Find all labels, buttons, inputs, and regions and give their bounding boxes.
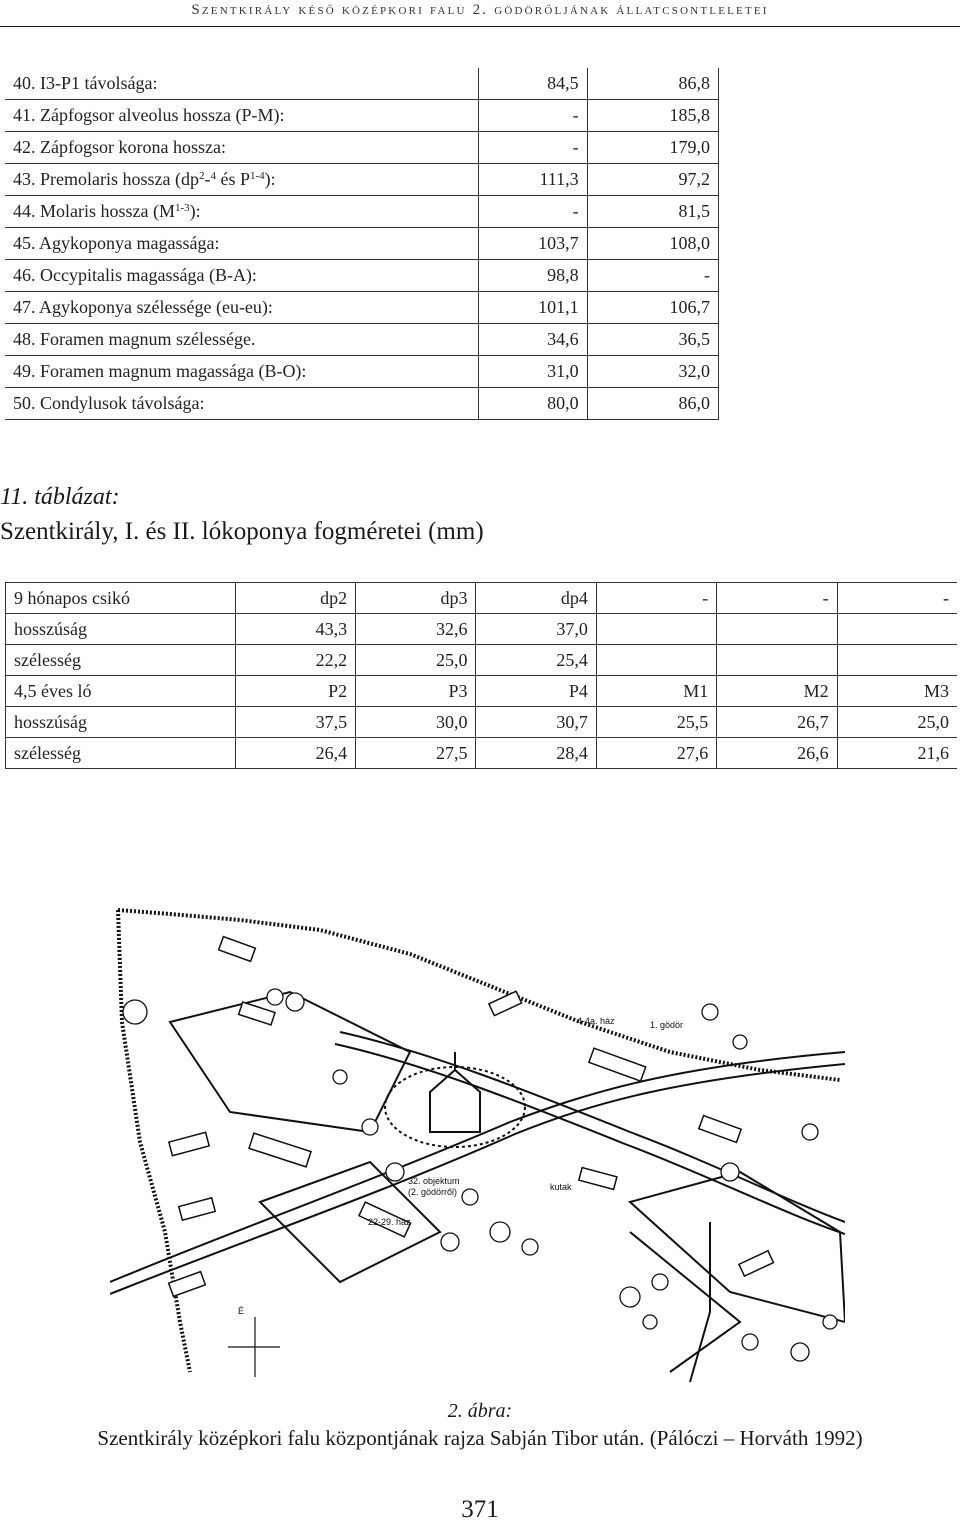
value-2: 86,8	[587, 68, 718, 100]
table-row	[6, 583, 958, 614]
table-cell: M1	[596, 676, 716, 707]
row-label: 41. Zápfogsor alveolus hossza (P-M):	[5, 100, 479, 132]
table-cell: 28,4	[476, 738, 596, 769]
table-cell: 21,6	[837, 738, 957, 769]
table-cell: 26,7	[717, 707, 837, 738]
row-label: 50. Condylusok távolsága:	[5, 388, 479, 420]
row-label: 47. Agykoponya szélessége (eu-eu):	[5, 292, 479, 324]
value-2: 97,2	[587, 164, 718, 196]
row-label: 42. Zápfogsor korona hossza:	[5, 132, 479, 164]
value-2: 36,5	[587, 324, 718, 356]
row-label	[5, 164, 479, 196]
table-row	[5, 260, 719, 292]
row-label: 9 hónapos csikó	[6, 583, 236, 614]
label-house-22: 22-29. ház	[368, 1217, 411, 1227]
table-number: 11. táblázat:	[0, 484, 120, 510]
label-object-32-sub: (2. gödörről)	[408, 1187, 458, 1197]
label-house-4: 4-4a. ház	[577, 1016, 615, 1026]
superscript: 2	[198, 170, 205, 182]
value-1: 101,1	[479, 292, 587, 324]
row-label	[5, 196, 479, 228]
row-label: 45. Agykoponya magassága:	[5, 228, 479, 260]
label-part: és P	[215, 169, 250, 189]
value-1: 98,8	[479, 260, 587, 292]
table-cell: M2	[717, 676, 837, 707]
table-cell: dp4	[476, 583, 596, 614]
label-well: kutak	[550, 1182, 572, 1192]
table-cell: dp3	[356, 583, 476, 614]
value-2: 81,5	[587, 196, 718, 228]
label-part: ):	[264, 169, 276, 189]
row-label: 40. I3-P1 távolsága:	[5, 68, 479, 100]
table-cell: M3	[837, 676, 957, 707]
table-row	[6, 645, 958, 676]
value-1: 84,5	[479, 68, 587, 100]
measurement-table	[5, 68, 719, 420]
table-cell	[717, 614, 837, 645]
table-cell	[717, 645, 837, 676]
value-1: -	[479, 132, 587, 164]
row-label: 4,5 éves ló	[6, 676, 236, 707]
table-cell: 32,6	[356, 614, 476, 645]
table-row	[5, 356, 719, 388]
label-north: É	[238, 1306, 245, 1316]
map-trees	[123, 989, 837, 1361]
table-row	[5, 388, 719, 420]
figure-number: 2. ábra:	[447, 1400, 513, 1422]
row-label: 49. Foramen magnum magassága (B-O):	[5, 356, 479, 388]
row-label: 48. Foramen magnum szélessége.	[5, 324, 479, 356]
page-number: 371	[461, 1496, 499, 1523]
table-cell	[837, 614, 957, 645]
table-cell: 25,0	[837, 707, 957, 738]
table-cell: P3	[356, 676, 476, 707]
label-part: ):	[189, 201, 201, 221]
table-row	[5, 324, 719, 356]
value-1: 103,7	[479, 228, 587, 260]
table-cell: 25,4	[476, 645, 596, 676]
header-rule	[0, 26, 960, 27]
value-2: 106,7	[587, 292, 718, 324]
table-cell: 30,0	[356, 707, 476, 738]
value-2: -	[587, 260, 718, 292]
value-1: -	[479, 196, 587, 228]
label-part: -	[204, 169, 211, 189]
north-arrow	[228, 1317, 280, 1377]
table-row	[6, 614, 958, 645]
table-cell: 25,0	[356, 645, 476, 676]
map-outline	[110, 910, 845, 1382]
table-cell: P2	[235, 676, 355, 707]
row-label: 46. Occypitalis magassága (B-A):	[5, 260, 479, 292]
label-pit-1: 1. gödör	[650, 1020, 684, 1030]
table-cell: 43,3	[235, 614, 355, 645]
table-cell: 22,2	[235, 645, 355, 676]
row-label: szélesség	[6, 645, 236, 676]
table-row	[5, 164, 719, 196]
table-cell: 26,6	[717, 738, 837, 769]
value-2: 86,0	[587, 388, 718, 420]
label-part: 43. Premolaris hossza (dp	[13, 169, 199, 189]
table-cell	[596, 645, 716, 676]
value-2: 108,0	[587, 228, 718, 260]
row-label: hosszúság	[6, 614, 236, 645]
value-1: 111,3	[479, 164, 587, 196]
table-cell: -	[596, 583, 716, 614]
table-row	[5, 292, 719, 324]
table-row	[5, 196, 719, 228]
table-cell: 26,4	[235, 738, 355, 769]
running-header: Szentkirály késő középkori falu 2. gödörőljának állatcsontleletei	[191, 2, 769, 18]
table-row	[5, 100, 719, 132]
table-title: Szentkirály, I. és II. lókoponya fogméretei (mm)	[0, 518, 484, 545]
village-map-figure	[110, 902, 845, 1392]
table-cell	[596, 614, 716, 645]
label-object-32: 32. objektum	[408, 1176, 460, 1186]
table-cell: 27,5	[356, 738, 476, 769]
table-cell	[837, 645, 957, 676]
table-row	[5, 68, 719, 100]
table-row	[5, 228, 719, 260]
row-label: hosszúság	[6, 707, 236, 738]
table-cell: 30,7	[476, 707, 596, 738]
table-row	[5, 132, 719, 164]
table-row	[6, 738, 958, 769]
table-cell: -	[837, 583, 957, 614]
table-cell: -	[717, 583, 837, 614]
table-cell: 25,5	[596, 707, 716, 738]
value-1: 34,6	[479, 324, 587, 356]
label-part: 44. Molaris hossza (M	[13, 201, 175, 221]
table-cell: 27,6	[596, 738, 716, 769]
tooth-measurement-table	[5, 582, 957, 769]
figure-caption: Szentkirály középkori falu központjának rajza Sabján Tibor után. (Pálóczi – Horváth 1992)	[97, 1426, 863, 1450]
superscript: 1-4	[249, 170, 265, 182]
value-2: 179,0	[587, 132, 718, 164]
table-cell: 37,0	[476, 614, 596, 645]
value-1: 31,0	[479, 356, 587, 388]
table-cell: dp2	[235, 583, 355, 614]
table-row	[6, 676, 958, 707]
value-2: 185,8	[587, 100, 718, 132]
value-1: -	[479, 100, 587, 132]
row-label: szélesség	[6, 738, 236, 769]
superscript: 4	[210, 170, 216, 182]
table-cell: 37,5	[235, 707, 355, 738]
superscript: 1-3	[174, 202, 190, 214]
table-cell: P4	[476, 676, 596, 707]
value-1: 80,0	[479, 388, 587, 420]
value-2: 32,0	[587, 356, 718, 388]
table-row	[6, 707, 958, 738]
